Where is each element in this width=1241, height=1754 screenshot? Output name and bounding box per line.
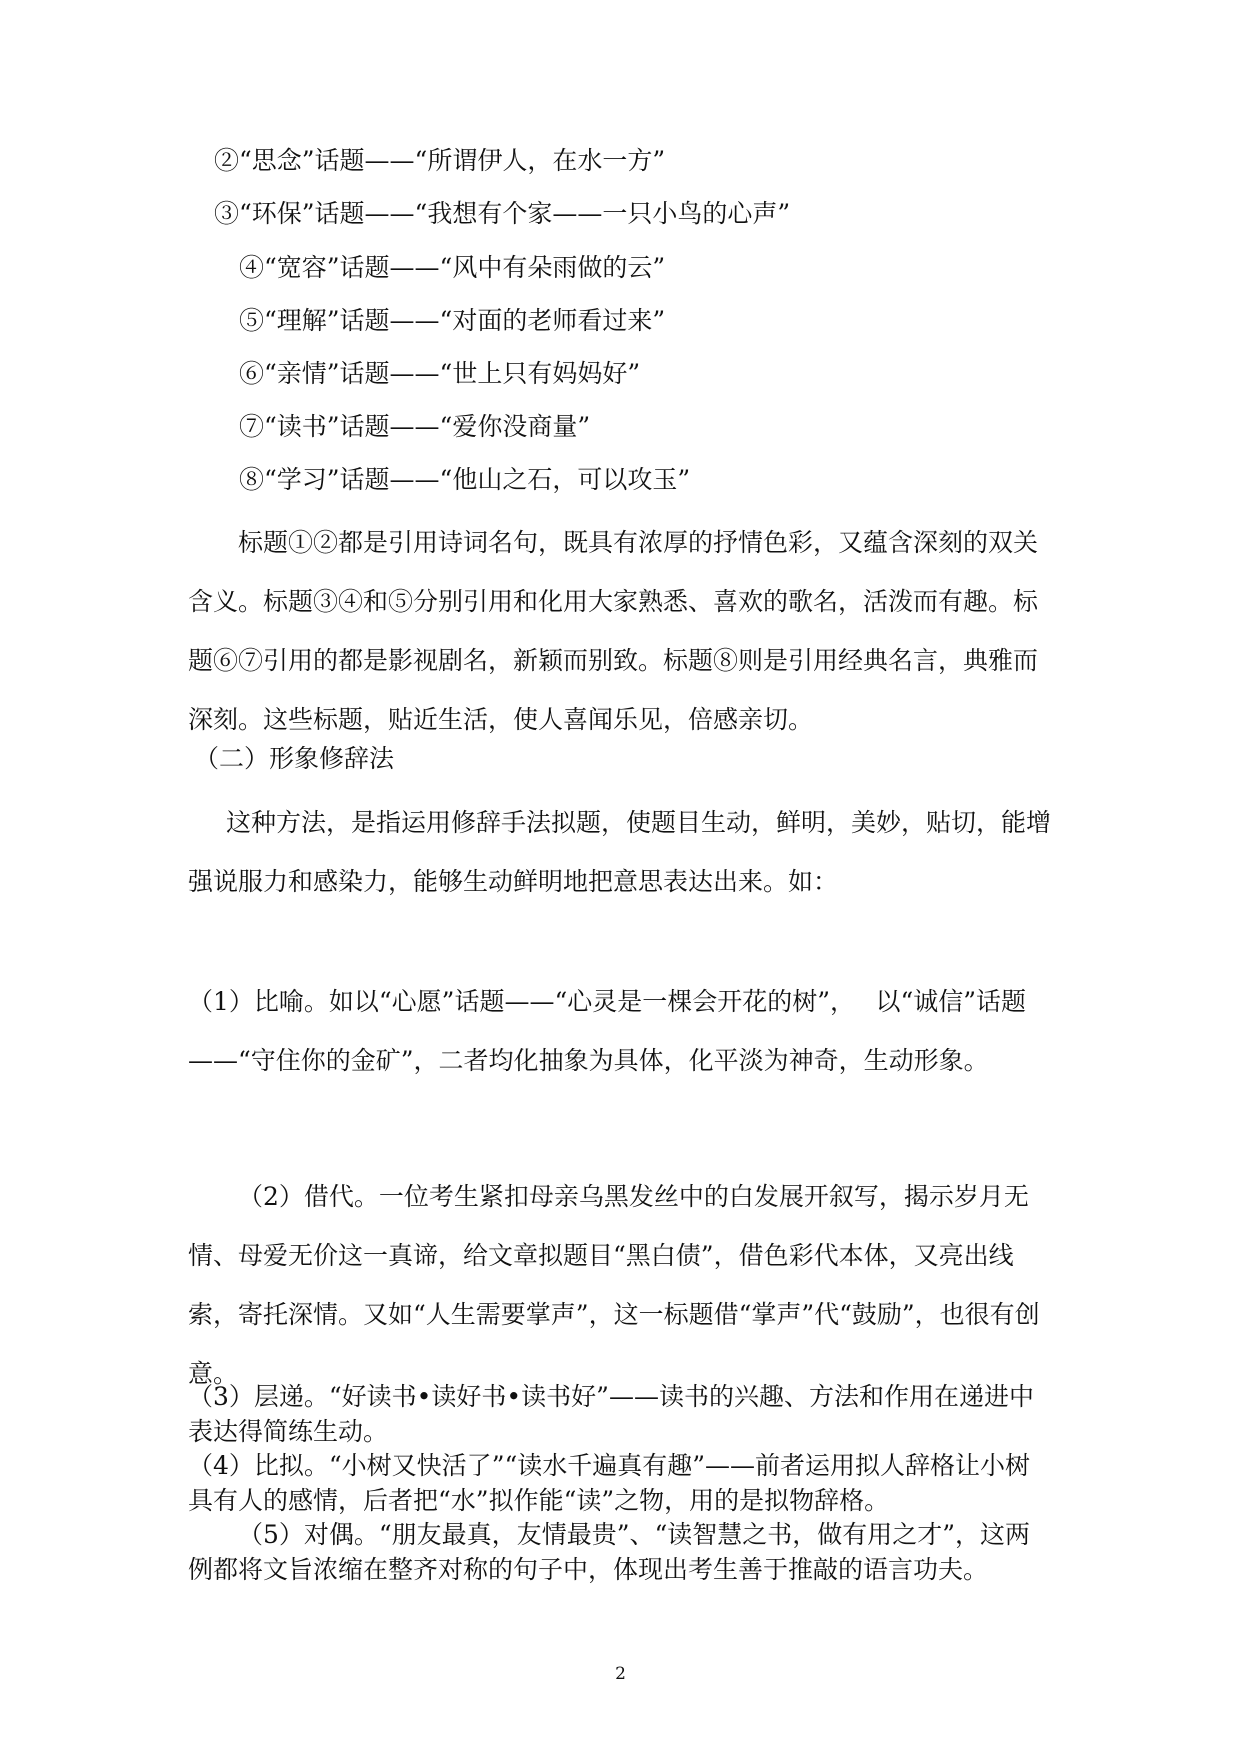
metaphor-paragraph: （1）比喻。如以“心愿”话题——“心灵是一棵会开花的树”， 以“诚信”话题——“守住你的金矿”，二者均化抽象为具体，化平淡为神奇，生动形象。 [188, 987, 1027, 1075]
title-example-4: ④“宽容”话题——“风中有朵雨做的云” [239, 253, 666, 282]
title-example-3: ③“环保”话题——“我想有个家——一只小鸟的心声” [214, 199, 791, 228]
metonymy-paragraph: （2）借代。一位考生紧扣母亲乌黑发丝中的白发展开叙写，揭示岁月无情、母爱无价这一真谛，给文章拟题目“黑白债”，借色彩代本体，又亮出线索，寄托深情。又如“人生需要掌声”，这一标题借“掌声”代“鼓励”，也很有创意。 [188, 1182, 1040, 1388]
method-intro-paragraph: 这种方法，是指运用修辞手法拟题，使题目生动，鲜明，美妙，贴切，能增强说服力和感染力，能够生动鲜明地把意思表达出来。如： [188, 808, 1052, 896]
title-example-7: ⑦“读书”话题——“爱你没商量” [239, 412, 591, 441]
antithesis-paragraph: （5）对偶。“朋友最真，友情最贵”、“读智慧之书，做有用之才”，这两例都将文旨浓缩在整齐对称的句子中，体现出考生善于推敲的语言功夫。 [188, 1520, 1031, 1584]
page-number: 2 [615, 1664, 626, 1684]
title-example-5: ⑤“理解”话题——“对面的老师看过来” [239, 306, 666, 335]
title-example-6: ⑥“亲情”话题——“世上只有妈妈好” [239, 359, 641, 388]
personification-paragraph: （4）比拟。“小树又快活了”“读水千遍真有趣”——前者运用拟人辞格让小树具有人的感情，后者把“水”拟作能“读”之物，用的是拟物辞格。 [188, 1451, 1031, 1515]
title-example-2: ②“思念”话题——“所谓伊人，在水一方” [214, 146, 666, 175]
section-heading: （二）形象修辞法 [194, 744, 395, 773]
climax-paragraph: （3）层递。“好读书•读好书•读书好”——读书的兴趣、方法和作用在递进中表达得简练生动。 [188, 1382, 1034, 1446]
title-example-8: ⑧“学习”话题——“他山之石，可以攻玉” [239, 465, 691, 494]
analysis-paragraph: 标题①②都是引用诗词名句，既具有浓厚的抒情色彩，又蕴含深刻的双关含义。标题③④和⑤分别引用和化用大家熟悉、喜欢的歌名，活泼而有趣。标题⑥⑦引用的都是影视剧名，新颖而别致。标题⑧则是引用经典名言，典雅而深刻。这些标题，贴近生活，使人喜闻乐见，倍感亲切。 [188, 528, 1039, 734]
